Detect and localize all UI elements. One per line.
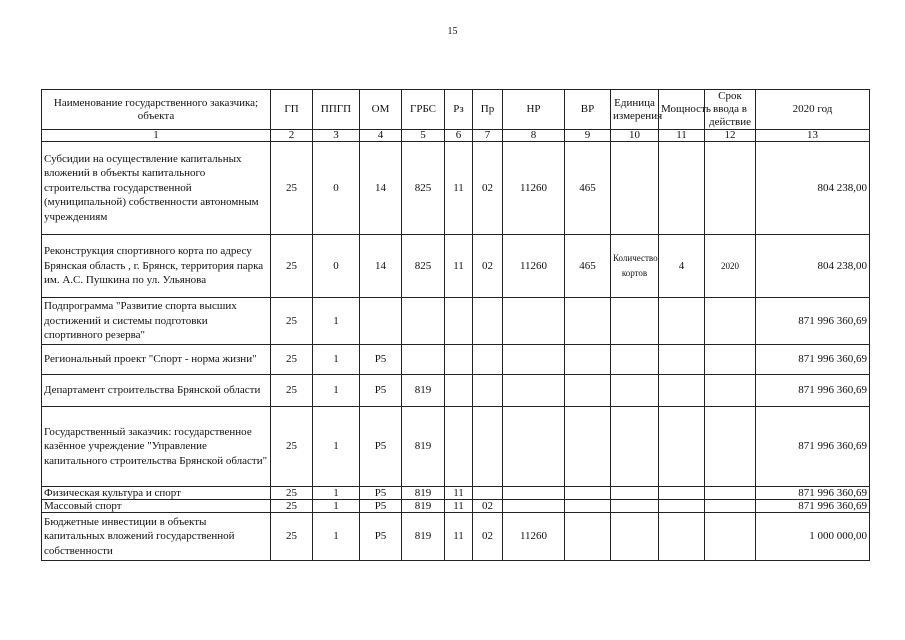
cell-om: P5 xyxy=(360,487,402,500)
cell-grbs xyxy=(402,345,445,375)
header-capacity: Мощность xyxy=(659,90,705,130)
cell-pr: 02 xyxy=(473,142,503,235)
cell-term: 2020 xyxy=(705,235,756,298)
cell-term xyxy=(705,407,756,487)
cell-gp: 25 xyxy=(271,142,313,235)
cell-gp: 25 xyxy=(271,298,313,345)
table-row xyxy=(42,142,870,235)
cell-amount: 871 996 360,69 xyxy=(756,298,870,345)
cell-rz xyxy=(445,407,473,487)
cell-gp: 25 xyxy=(271,407,313,487)
cell-ppgp: 1 xyxy=(313,407,360,487)
cell-grbs: 819 xyxy=(402,500,445,513)
cell-rz: 11 xyxy=(445,487,473,500)
cell-om: P5 xyxy=(360,500,402,513)
cell-capacity xyxy=(659,407,705,487)
header-pr: Пр xyxy=(473,90,503,130)
header-np: НР xyxy=(503,90,565,130)
column-number: 8 xyxy=(503,130,565,142)
cell-amount: 804 238,00 xyxy=(756,235,870,298)
cell-grbs xyxy=(402,298,445,345)
cell-capacity xyxy=(659,345,705,375)
header-ppgp: ППГП xyxy=(313,90,360,130)
row-name: Массовый спорт xyxy=(42,500,271,513)
cell-gp: 25 xyxy=(271,235,313,298)
cell-np xyxy=(503,487,565,500)
cell-vr xyxy=(565,298,611,345)
cell-capacity xyxy=(659,142,705,235)
cell-unit xyxy=(611,375,659,407)
cell-unit xyxy=(611,513,659,561)
column-number: 1 xyxy=(42,130,271,142)
cell-gp: 25 xyxy=(271,500,313,513)
cell-np: 11260 xyxy=(503,513,565,561)
cell-amount: 871 996 360,69 xyxy=(756,500,870,513)
cell-pr xyxy=(473,345,503,375)
cell-pr: 02 xyxy=(473,235,503,298)
header-vr: ВР xyxy=(565,90,611,130)
table-row xyxy=(42,407,870,487)
header-term: Срок ввода в действие xyxy=(705,90,756,130)
cell-pr xyxy=(473,375,503,407)
cell-rz: 11 xyxy=(445,513,473,561)
cell-rz xyxy=(445,345,473,375)
cell-unit xyxy=(611,345,659,375)
cell-np xyxy=(503,500,565,513)
table-row xyxy=(42,235,870,298)
cell-om: 14 xyxy=(360,142,402,235)
table-row xyxy=(42,298,870,345)
cell-capacity xyxy=(659,513,705,561)
cell-capacity xyxy=(659,487,705,500)
cell-grbs: 825 xyxy=(402,235,445,298)
cell-vr xyxy=(565,500,611,513)
cell-ppgp: 1 xyxy=(313,500,360,513)
header-gp: ГП xyxy=(271,90,313,130)
column-number: 5 xyxy=(402,130,445,142)
column-number: 9 xyxy=(565,130,611,142)
cell-unit xyxy=(611,407,659,487)
row-name: Региональный проект "Спорт - норма жизни" xyxy=(42,345,271,375)
cell-vr xyxy=(565,345,611,375)
cell-term xyxy=(705,345,756,375)
cell-gp: 25 xyxy=(271,487,313,500)
cell-pr: 02 xyxy=(473,513,503,561)
cell-vr xyxy=(565,513,611,561)
cell-pr xyxy=(473,407,503,487)
header-name: Наименование государственного заказчика; объекта xyxy=(42,90,271,130)
cell-term xyxy=(705,487,756,500)
row-name: Физическая культура и спорт xyxy=(42,487,271,500)
cell-amount: 871 996 360,69 xyxy=(756,375,870,407)
cell-om: P5 xyxy=(360,375,402,407)
cell-ppgp: 1 xyxy=(313,375,360,407)
cell-rz xyxy=(445,298,473,345)
cell-vr xyxy=(565,487,611,500)
cell-gp: 25 xyxy=(271,345,313,375)
cell-pr: 02 xyxy=(473,500,503,513)
header-om: ОМ xyxy=(360,90,402,130)
column-number-row xyxy=(42,130,870,142)
column-number: 3 xyxy=(313,130,360,142)
table-row xyxy=(42,487,870,500)
row-name: Департамент строительства Брянской области xyxy=(42,375,271,407)
cell-grbs: 819 xyxy=(402,487,445,500)
cell-term xyxy=(705,142,756,235)
row-name: Субсидии на осуществление капитальных вложений в объекты капитального строительства государственной (муниципальной) собственности автономным учреждениям xyxy=(42,142,271,235)
row-name: Государственный заказчик: государственное казённое учреждение "Управление капитального строительства Брянской области" xyxy=(42,407,271,487)
cell-om: P5 xyxy=(360,345,402,375)
cell-np xyxy=(503,375,565,407)
cell-np xyxy=(503,298,565,345)
column-number: 12 xyxy=(705,130,756,142)
cell-unit xyxy=(611,298,659,345)
column-number: 7 xyxy=(473,130,503,142)
row-name: Бюджетные инвестиции в объекты капитальных вложений государственной собственности xyxy=(42,513,271,561)
column-number: 13 xyxy=(756,130,870,142)
cell-amount: 1 000 000,00 xyxy=(756,513,870,561)
row-name: Реконструкция спортивного корта по адресу Брянская область , г. Брянск, территория парка им. А.С. Пушкина по ул. Ульянова xyxy=(42,235,271,298)
cell-om: P5 xyxy=(360,513,402,561)
cell-rz: 11 xyxy=(445,235,473,298)
cell-om xyxy=(360,298,402,345)
cell-unit: Количество кортов xyxy=(611,235,659,298)
cell-unit xyxy=(611,487,659,500)
cell-unit xyxy=(611,500,659,513)
cell-vr xyxy=(565,407,611,487)
cell-capacity xyxy=(659,375,705,407)
cell-ppgp: 1 xyxy=(313,487,360,500)
cell-capacity: 4 xyxy=(659,235,705,298)
cell-np: 11260 xyxy=(503,235,565,298)
cell-vr xyxy=(565,375,611,407)
header-grbs: ГРБС xyxy=(402,90,445,130)
cell-om: 14 xyxy=(360,235,402,298)
cell-amount: 871 996 360,69 xyxy=(756,407,870,487)
cell-amount: 871 996 360,69 xyxy=(756,345,870,375)
table-row xyxy=(42,375,870,407)
cell-np xyxy=(503,407,565,487)
row-name: Подпрограмма "Развитие спорта высших достижений и системы подготовки спортивного резерва" xyxy=(42,298,271,345)
cell-gp: 25 xyxy=(271,375,313,407)
cell-ppgp: 1 xyxy=(313,298,360,345)
capital-investment-table xyxy=(41,89,870,561)
cell-grbs: 819 xyxy=(402,513,445,561)
column-number: 10 xyxy=(611,130,659,142)
cell-grbs: 825 xyxy=(402,142,445,235)
cell-capacity xyxy=(659,500,705,513)
header-unit: Единица измерения xyxy=(611,90,659,130)
cell-term xyxy=(705,500,756,513)
page-number: 15 xyxy=(447,26,458,37)
cell-ppgp: 0 xyxy=(313,235,360,298)
cell-om: P5 xyxy=(360,407,402,487)
cell-term xyxy=(705,513,756,561)
cell-capacity xyxy=(659,298,705,345)
cell-np: 11260 xyxy=(503,142,565,235)
header-row xyxy=(42,90,870,130)
cell-pr xyxy=(473,487,503,500)
cell-rz: 11 xyxy=(445,142,473,235)
cell-gp: 25 xyxy=(271,513,313,561)
table-row xyxy=(42,500,870,513)
header-rz: Рз xyxy=(445,90,473,130)
cell-grbs: 819 xyxy=(402,407,445,487)
cell-ppgp: 0 xyxy=(313,142,360,235)
cell-term xyxy=(705,375,756,407)
table-row xyxy=(42,345,870,375)
header-year: 2020 год xyxy=(756,90,870,130)
column-number: 4 xyxy=(360,130,402,142)
cell-np xyxy=(503,345,565,375)
cell-term xyxy=(705,298,756,345)
column-number: 6 xyxy=(445,130,473,142)
cell-pr xyxy=(473,298,503,345)
cell-grbs: 819 xyxy=(402,375,445,407)
cell-vr: 465 xyxy=(565,142,611,235)
cell-rz: 11 xyxy=(445,500,473,513)
cell-unit xyxy=(611,142,659,235)
cell-ppgp: 1 xyxy=(313,345,360,375)
column-number: 2 xyxy=(271,130,313,142)
cell-vr: 465 xyxy=(565,235,611,298)
cell-rz xyxy=(445,375,473,407)
cell-amount: 804 238,00 xyxy=(756,142,870,235)
cell-ppgp: 1 xyxy=(313,513,360,561)
table-row xyxy=(42,513,870,561)
column-number: 11 xyxy=(659,130,705,142)
cell-amount: 871 996 360,69 xyxy=(756,487,870,500)
